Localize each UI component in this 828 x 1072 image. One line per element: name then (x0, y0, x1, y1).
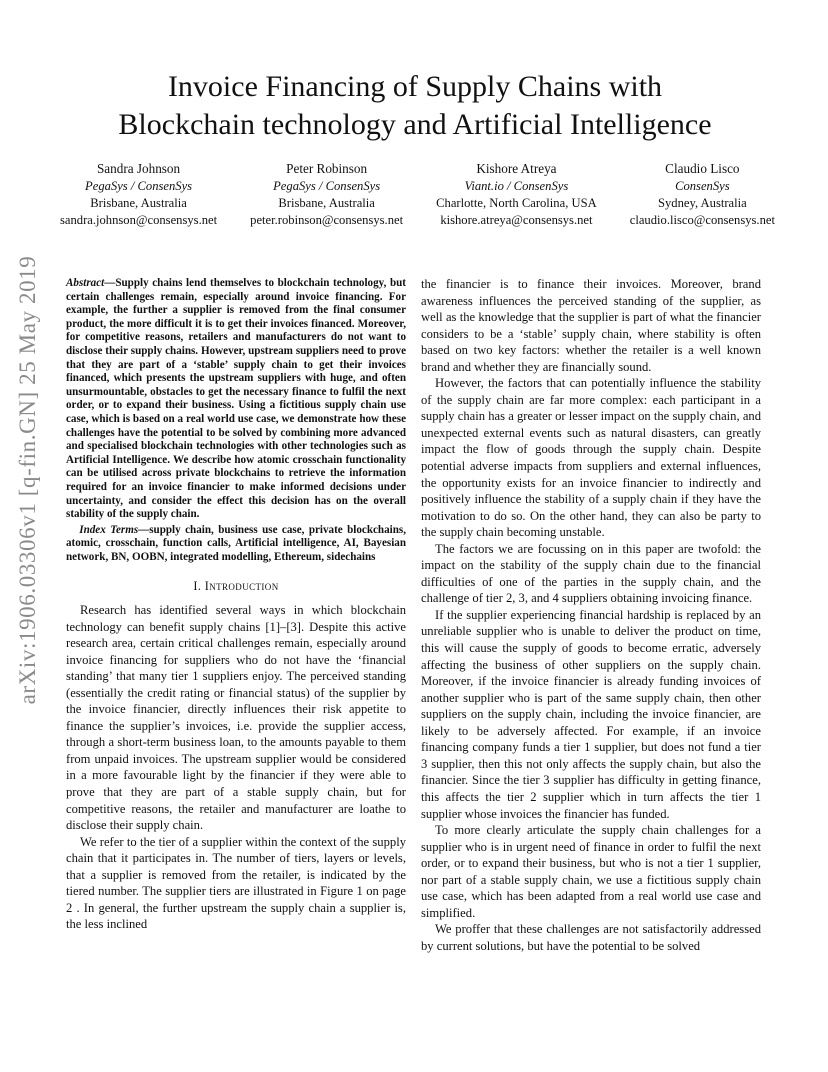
author-affiliation: Viant.io / ConsenSys (464, 179, 569, 193)
author-location: Brisbane, Australia (90, 196, 187, 210)
author-location: Charlotte, North Carolina, USA (436, 196, 597, 210)
author-affiliation: ConsenSys (675, 179, 730, 193)
abstract-label: Abstract (66, 277, 105, 289)
body-paragraph: Research has identified several ways in which blockchain technology can benefit supply chains [1]–[3]. Despite this active research area, certain critical challenges remain, especially around invoice financing for suppliers who do not have the ‘financial standing’ that many tier 1 suppliers enjoy. The perceived standing (essentially the credit rating or financial status) of the supplier by the invoice financier, directly influences their risk appetite to finance the supplier’s invoices, i.e. provide the supplier access, through a short-term business loan, to the amounts payable to them from unpaid invoices. The upstream supplier would be considered in a more favourable light by the financier if they were able to prove that they are part of a stable supply chain, but for competitive reasons, the retailer and manufacturer are loathe to disclose their supply chain. (66, 603, 406, 833)
arxiv-stamp (6, 255, 50, 705)
body-paragraph: To more clearly articulate the supply chain challenges for a supplier who is in urgent need of finance in order to fulfil the next order, or to expand their business, but who is not a tier 1 supplier, nor part of a stable supply chain, we use a fictitious supply chain use case, which has been adapted from a real world use case and simplified. (421, 823, 761, 920)
author-email[interactable]: sandra.johnson@consensys.net (60, 213, 218, 227)
section-number: I. (193, 579, 202, 594)
author-4 (630, 160, 775, 229)
author-location: Sydney, Australia (657, 196, 747, 210)
body-paragraph: If the supplier experiencing financial hardship is replaced by an unreliable supplier who is unable to deliver the product on time, this will cause the supply of goods to become erratic, adversely affecting the business of other suppliers on the supply chain. Moreover, if the invoice financier is already funding invoices of another supplier who is part of the same supply chain, then other suppliers on the supply chain, including the invoice financier, are likely to be adversely affected. For example, if an invoice financing company funds a tier 1 supplier, but does not fund a tier 3 supplier, then this not only affects the supply chain, but also the financier. Since the tier 3 supplier has difficulty in getting finance, this affects the tier 2 supplier which in turn affects the tier 1 supplier whose invoices the financier has funded. (421, 607, 761, 821)
author-affiliation: PegaSys / ConsenSys (85, 179, 193, 193)
paper-title (60, 68, 770, 144)
author-2 (250, 160, 403, 229)
author-name: Peter Robinson (286, 161, 368, 176)
author-3 (436, 160, 597, 229)
author-location: Brisbane, Australia (278, 196, 375, 210)
index-terms: Index Terms—supply chain, business use case, private blockchains, atomic, crosschain, function calls, Artificial intelligence, AI, Bayesian network, BN, OOBN, integrated modelling, Ethereum, sidechains (66, 523, 406, 563)
author-block (60, 160, 775, 229)
body-paragraph: We refer to the tier of a supplier within the context of the supply chain that it participates in. The number of tiers, layers or levels, that a supplier is removed from the retailer, is indicated by the tiered number. The supplier tiers are illustrated in Figure 1 on page 2 . In general, the further upstream the supply chain a supplier is, the less inclined (66, 834, 406, 932)
arxiv-stamp-text: arXiv:1906.03306v1 [q-fin.GN] 25 May 2019 (15, 255, 40, 705)
body-paragraph: The factors we are focussing on in this paper are twofold: the impact on the stability of the supply chain due to the financial difficulties of one of the parties in the supply chain, and the challenge of tier 2, 3, and 4 suppliers obtaining invoicing finance. (421, 541, 761, 606)
title-line-2: Blockchain technology and Artificial Intelligence (118, 108, 712, 141)
body-paragraph: the financier is to finance their invoices. Moreover, brand awareness influences the perceived standing of the supplier, as well as the knowledge that the supplier is part of what the financier considers to be a ‘stable’ supply chain, where stability is often based on two key factors: whether the retailer is a well known brand and whether they are financially sound. (421, 277, 761, 374)
abstract-text: Supply chains lend themselves to blockchain technology, but certain challenges remain, especially around invoice financing. For example, the further a supplier is removed from the final consumer product, the more difficult it is to get their invoices financed. Moreover, for competitive reasons, retailers and manufacturers do not want to disclose their supply chains. However, upstream suppliers need to prove that they are part of a ‘stable’ supply chain to get their invoices financed, which presents the upstream suppliers with huge, and often unsurmountable, obstacles to get the necessary finance to fulfil the next order, or to expand their business. Using a fictitious supply chain use case, which is based on a real world use case, we demonstrate how these challenges have the potential to be solved by combining more advanced and specialised blockchain technologies with other technologies such as Artificial Intelligence. We describe how atomic crosschain functionality can be utilised across private blockchains to retrieve the information required for an invoice financier to make informed decisions under uncertainty, and consider the effect this decision has on the overall stability of the supply chain. (66, 277, 406, 521)
section-heading (66, 578, 406, 595)
author-email[interactable]: kishore.atreya@consensys.net (440, 213, 593, 227)
body-paragraph: However, the factors that can potentially influence the stability of the supply chain are far more complex: each participant in a supply chain has a greater or lesser impact on the supply chain, and unexpected external events such as natural disasters, can greatly impact the flow of goods through the supply chain. Despite potential adverse impacts from suppliers and external influences, the opportunity exists for an invoice financier to indirectly and positively influence the stability of a supply chain if they have the motivation to do so. On the other hand, they can also be party to the supply chain becoming unstable. (421, 376, 761, 540)
author-email[interactable]: claudio.lisco@consensys.net (629, 213, 775, 227)
abstract: Abstract—Supply chains lend themselves to blockchain technology, but certain challenges remain, especially around invoice financing. For example, the further a supplier is removed from the final consumer product, the more difficult it is to get their invoices financed. Moreover, for competitive reasons, retailers and manufacturers do not want to disclose their supply chains. However, upstream suppliers need to prove that they are part of a ‘stable’ supply chain to get their invoices financed, which presents the upstream suppliers with huge, and often unsurmountable, obstacles to get the necessary finance to fulfil the next order, or to expand their business. Using a fictitious supply chain use case, which is based on a real world use case, we demonstrate how these challenges have the potential to be solved by combining more advanced and specialised blockchain technologies with other technologies such as Artificial Intelligence. We describe how atomic crosschain functionality can be utilised across private blockchains to retrieve the information required for an invoice financier to make informed decisions under uncertainty, and consider the effect this decision has on the overall stability of the supply chain. (66, 277, 406, 521)
section-title: Introduction (204, 579, 279, 594)
right-column (421, 276, 761, 954)
author-1 (60, 160, 217, 229)
author-name: Claudio Lisco (665, 161, 740, 176)
index-terms-text: supply chain, business use case, private blockchains, atomic, crosschain, function calls, Artificial intelligence, AI, Bayesian network, BN, OOBN, integrated modelling, Ethereum, sidechains (66, 523, 406, 563)
left-column (66, 277, 406, 933)
body-paragraph: We proffer that these challenges are not satisfactorily addressed by current solutions, but have the potential to be solved (421, 922, 761, 953)
author-affiliation: PegaSys / ConsenSys (273, 179, 381, 193)
author-email[interactable]: peter.robinson@consensys.net (250, 213, 404, 227)
author-name: Kishore Atreya (476, 161, 557, 176)
index-terms-label: Index Terms (79, 523, 139, 536)
author-name: Sandra Johnson (96, 161, 181, 176)
title-line-1: Invoice Financing of Supply Chains with (167, 70, 663, 103)
